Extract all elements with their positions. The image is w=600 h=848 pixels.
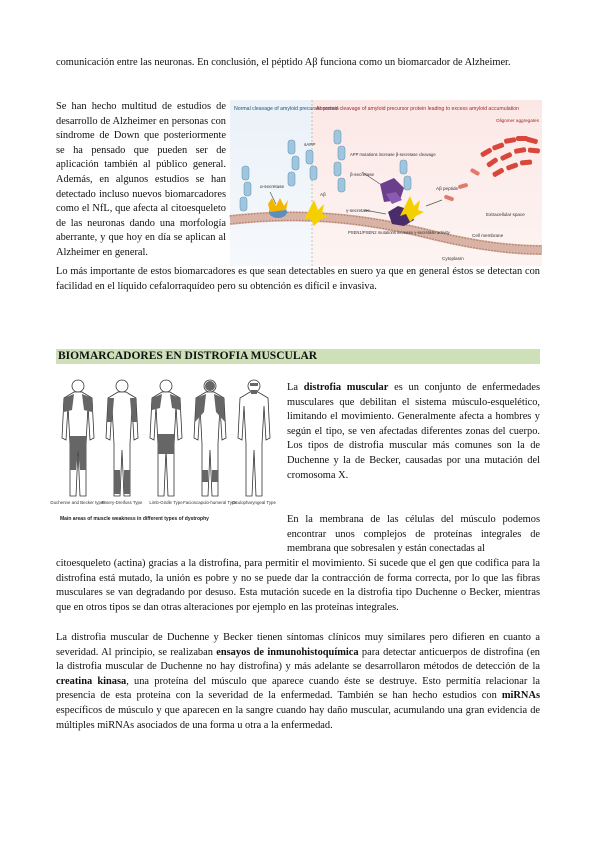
final-paragraph: La distrofia muscular de Duchenne y Becker tienen síntomas clínicos muy similares pero difieren en cuanto a severidad. Al principio, se realizaban ensayos de inmunohistoquímica para detectar anticuerpos de distrofina (en la distrofia muscular de Duchenne no hay distrofina) y más adelante se desarrollaron métodos de detección de la creatina kinasa, una proteína del músculo que aparece cuando éste se destruye. Esto permitía relacionar la presencia de esta proteína con la severidad de la enfermedad. También se han hecho estudios con miRNAs específicos de músculo y que aparecen en la sangre cuando hay daño muscular, acumulando una gran evidencia de múltiples miRNAs asociados de una forma u otra a la enfermedad. xyxy=(56,632,541,731)
label-sapp: sAPP xyxy=(304,142,316,147)
label-abnormal: Abnormal cleavage of amyloid precursor protein leading to excess amyloid accumulation xyxy=(316,106,519,112)
detection-paragraph: Lo más importante de estos biomarcadores es que sean detectables en suero ya que en general éstos se detectan con facilidad en el líquido cefalorraquídeo pero su obtención es difícil e invasiva. xyxy=(56,266,540,292)
label-cytoplasm: Cytoplasm xyxy=(442,256,464,261)
label-normal: Normal cleavage of amyloid precursor protein xyxy=(234,106,339,112)
section-title: BIOMARCADORES EN DISTROFIA MUSCULAR xyxy=(56,349,540,364)
label-psen: PSEN1/PSEN2 mutations increase γ-secretase activity xyxy=(348,230,450,235)
muscle-diagram xyxy=(50,374,282,544)
intro-paragraph: comunicación entre las neuronas. En conclusión, el péptido Aβ funciona como un biomarcador de Alzheimer. xyxy=(56,57,511,68)
term-mirnas: miRNAs xyxy=(501,690,540,702)
label-type-5: Oculopharyngeal Type xyxy=(232,500,276,505)
label-gamma-secretase: γ-secretase xyxy=(346,208,370,213)
studies-paragraph: Se han hecho multitud de estudios de desarrollo de Alzheimer en personas con síndrome de Down que posteriormente se ha pensado que pueden ser de aplicación también al público general. Además, en algunos estudios se han detectado incluso nuevos biomarcadores como el NfL, que afecta al citoesqueleto de las neuronas dando una morfología aberrante, y que hoy en día se aplican al Alzheimer en general. xyxy=(56,101,226,258)
term-inmunohistoquimica: ensayos de inmunohistoquímica xyxy=(216,646,359,658)
label-alpha-secretase: α-secretase xyxy=(260,184,285,189)
label-app-mutations: APP mutations increase β-secretase cleavage xyxy=(350,152,436,157)
label-abeta-peptide: Aβ peptide xyxy=(436,186,459,191)
label-type-4: Facioscapulo-humeral Type xyxy=(183,500,237,505)
abnormal-panel xyxy=(312,100,542,266)
label-beta-secretase: β-secretase xyxy=(350,172,375,177)
label-oligomer: Oligomer aggregates xyxy=(496,118,539,123)
membrane-paragraph-a: En la membrana de las células del músculo podemos encontrar unos complejos de proteínas integrales de membrana que sobresalen y están conectadas al xyxy=(287,514,540,555)
label-type-3: Limb-Girdle Type xyxy=(149,500,183,505)
dystrophy-paragraph: La distrofia muscular es un conjunto de enfermedades musculares que debilitan el sistema músculo-esquelético, limitando el movimiento. Generalmente afecta a hombres y según el tipo, se ven afectadas diferentes zonas del cuerpo. Los tipos de distrofia muscular más comunes son la de Duchenne y la de Becker, causadas por una mutación del cromosoma X. xyxy=(287,382,540,481)
amyloid-cleavage-figure xyxy=(230,100,542,266)
label-extracellular: Extracellular space xyxy=(486,212,525,217)
amyloid-diagram xyxy=(230,100,542,266)
term-creatina-kinasa: creatina kinasa xyxy=(56,675,127,687)
label-abeta: Aβ xyxy=(320,192,326,197)
muscle-figure-caption: Main areas of muscle weakness in different types of dystrophy xyxy=(60,516,209,522)
label-type-2: Emery-Dreifuss Type xyxy=(101,500,143,505)
muscle-weakness-figure xyxy=(50,374,282,544)
normal-panel xyxy=(230,100,312,266)
label-cell-membrane: Cell membrane xyxy=(472,233,504,238)
membrane-paragraph-b: citoesqueleto (actina) gracias a la distrofina, para permitir el movimiento. Si sucede que el gen que codifica para la distrofina está mutado, la unión es pobre y no se puede dar la contracción de forma correcta, por lo que las fibras musculares se van degradando por desuso. Esta mutación sucede en la distrofia tipo Duchenne o Becker, mientras que en otros tipos se dan otras alteraciones por ejemplo en las proteínas integrales. xyxy=(56,558,540,613)
term-distrofia-muscular: distrofia muscular xyxy=(303,382,389,393)
label-type-1: Duchenne and Becker types xyxy=(50,500,106,505)
